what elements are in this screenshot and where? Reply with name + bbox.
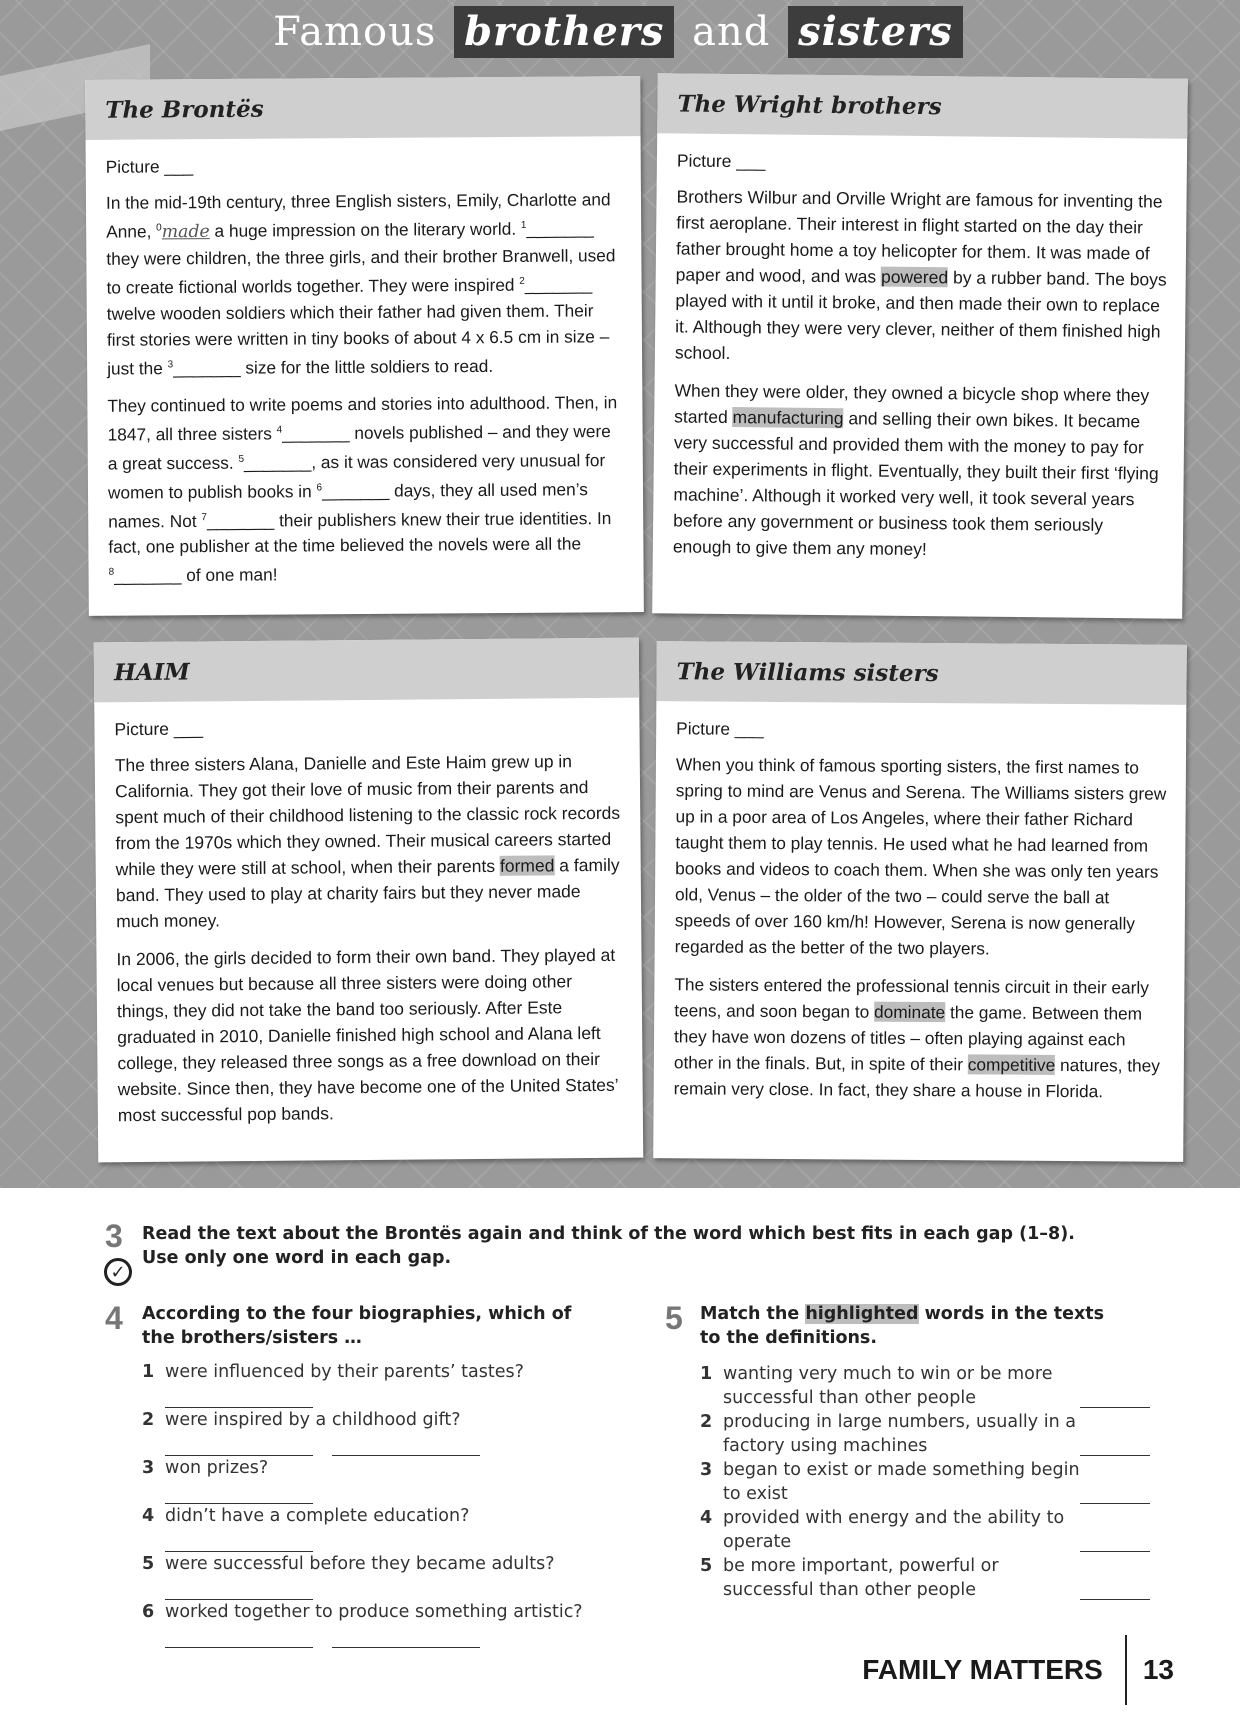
paragraph: Brothers Wilbur and Orville Wright are famous for inventing the first aeroplane. Their interest in flight started on the day their father brought home a toy helicopter for them. It was made of paper and wood, and was powered by a rubber band. The boys played with it until it broke, and then made their own to replace it. Although they were very clever, neither of them finished high school. — [674, 186, 1167, 364]
definition-list — [700, 1362, 1160, 1602]
answer-line[interactable] — [1080, 1599, 1150, 1600]
title-word-and: and — [692, 9, 771, 55]
answer-line[interactable] — [1080, 1503, 1150, 1504]
highlighted-word: formed — [499, 855, 555, 876]
paragraph: In 2006, the girls decided to form their own band. They played at local venues but because all three sisters were doing other things, they did not take the band too seriously. After Este graduated in 2010, Danielle finished high school and Alana left college, they released three songs as a free download on their website. Since then, they have become one of the United States’ most successful pop bands. — [116, 944, 619, 1126]
answer-line[interactable] — [332, 1455, 480, 1456]
answer-line[interactable] — [165, 1407, 313, 1408]
answer-line[interactable] — [332, 1647, 480, 1648]
list-item: 1 were influenced by their parents’ tastes? — [142, 1362, 642, 1410]
answer-line[interactable] — [165, 1455, 313, 1456]
exercise-instruction: According to the four biographies, which of the brothers/sisters … — [142, 1304, 572, 1348]
page-title — [0, 6, 1240, 58]
answer-line[interactable] — [1080, 1407, 1150, 1408]
list-item: 2 were inspired by a childhood gift? — [142, 1410, 642, 1458]
page-number: 13 — [1142, 1654, 1174, 1685]
list-item: 2 producing in large numbers, usually in a factory using machines — [700, 1410, 1160, 1458]
exercise-instruction: Match the highlighted words in the texts to the definitions. — [700, 1304, 1105, 1348]
exercise-number: 5 — [665, 1300, 683, 1336]
picture-label: Picture ___ — [114, 718, 204, 740]
question-list — [142, 1362, 642, 1650]
answer-line[interactable] — [1080, 1455, 1150, 1456]
picture-label: Picture ___ — [105, 156, 194, 177]
list-item: 3 began to exist or made something begin to exist — [700, 1458, 1160, 1506]
paragraph: The sisters entered the professional tennis circuit in their early teens, and soon began to dominate the game. Between them they have won dozens of titles – often playing against each other in the finals. But, in spite of their competitive natures, they remain very close. In fact, they share a house in Florida. — [673, 974, 1161, 1102]
list-item: 6 worked together to produce something artistic? — [142, 1602, 642, 1650]
card-heading: HAIM — [94, 638, 640, 703]
highlighted-word: highlighted — [805, 1304, 919, 1324]
title-word-brothers: brothers — [454, 6, 674, 58]
page-footer — [862, 1635, 1174, 1705]
section-title: FAMILY MATTERS — [862, 1654, 1103, 1685]
paragraph: The three sisters Alana, Danielle and Este Haim grew up in California. They got their love of music from their parents and spent much of their childhood listening to the classic rock records from the 1970s which they owned. Their musical careers started while they were still at school, when their parents formed a family band. They used to play at charity fairs but they never made much money. — [114, 751, 621, 932]
card-heading: The Wright brothers — [657, 73, 1188, 139]
picture-label: Picture ___ — [676, 718, 764, 739]
paragraph: When you think of famous sporting sisters, the first names to spring to mind are Venus and Serena. The Williams sisters grew up in a poor area of Los Angeles, where their father Richard taught them to play tennis. He used what he had learned from books and videos to coach them. When she was only ten years old, Venus – the older of the two – could serve the ball at speeds of over 160 km/h! However, Serena is now generally regarded as the better of the two players. — [674, 754, 1167, 959]
list-item: 3 won prizes? — [142, 1458, 642, 1506]
answer-line[interactable] — [165, 1503, 313, 1504]
list-item: 4 provided with energy and the ability to operate — [700, 1506, 1160, 1554]
exercise-number: 4 — [105, 1300, 123, 1336]
card-heading: The Brontës — [85, 76, 640, 140]
title-word-famous: Famous — [273, 9, 437, 55]
picture-label: Picture ___ — [676, 150, 766, 172]
answer-line[interactable] — [165, 1647, 313, 1648]
list-item: 5 be more important, powerful or successful than other people — [700, 1554, 1160, 1602]
answer-line[interactable] — [165, 1599, 313, 1600]
card-brontes — [85, 76, 644, 616]
highlighted-word: dominate — [874, 1001, 946, 1023]
paragraph: When they were older, they owned a bicycle shop where they started manufacturing and selling their own bikes. It became very successful and provided them with the money to pay for their experiments in flight. Eventually, they built their first ‘flying machine’. Although it worked very well, it took several years before any government or business took them seriously enough to give them any money! — [672, 380, 1159, 560]
paragraph: In the mid-19th century, three English sisters, Emily, Charlotte and Anne, $^0$made a huge impression on the literary world. $^1$_______ they were children, the three girls, and their brother Branwell, used to create fictional worlds together. They were inspired $^2$_______ twelve wooden soldiers which their father had given them. Their first stories were written in tiny books of about 4 x 6.5 cm in size – just the $^3$_______ size for the little soldiers to read. — [105, 189, 616, 379]
card-heading: The Williams sisters — [656, 641, 1186, 705]
check-icon: ✓ — [104, 1258, 132, 1286]
answer-line[interactable] — [1080, 1551, 1150, 1552]
exercise-number: 3 — [105, 1218, 123, 1254]
answer-line[interactable] — [165, 1551, 313, 1552]
list-item: 4 didn’t have a complete education? — [142, 1506, 642, 1554]
footer-divider — [1125, 1635, 1127, 1705]
highlighted-word: powered — [880, 266, 949, 288]
card-wright — [652, 73, 1188, 619]
exercise-instruction: Read the text about the Brontës again and think of the word which best fits in each gap (1–8). Use only one word in each gap. — [142, 1224, 1075, 1268]
highlighted-word: competitive — [967, 1054, 1056, 1075]
list-item: 1 wanting very much to win or be more successful than other people — [700, 1362, 1160, 1410]
highlighted-word: manufacturing — [732, 407, 844, 429]
paragraph: They continued to write poems and stories into adulthood. Then, in 1847, all three sisters $^4$_______ novels published – and they were a great success. $^5$_______, as it was considered very unusual for women to publish books in $^6$_______ days, they all used men’s names. Not $^7$_______ their publishers knew their true identities. In fact, one publisher at the time believed the novels were all the $^8$_______ of one man! — [107, 392, 618, 586]
title-word-sisters: sisters — [788, 6, 963, 58]
card-williams — [653, 641, 1187, 1162]
list-item: 5 were successful before they became adults? — [142, 1554, 642, 1602]
example-answer: made — [161, 221, 210, 243]
card-haim — [94, 638, 644, 1163]
